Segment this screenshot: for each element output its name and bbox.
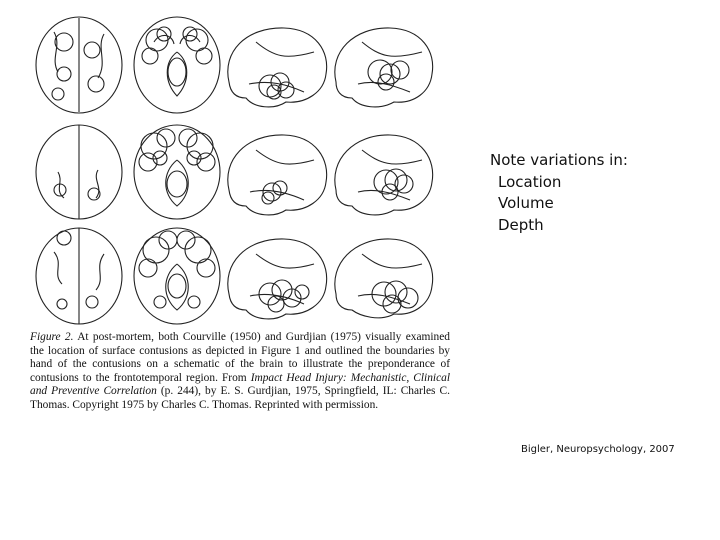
brain-superior-view-1	[36, 17, 122, 113]
caption-text-part-1: At post-mortem, both Courville (1950) and Gurdjian (1975) visually examined the location of surface contusions as depicted in Figure 1 and outlined the boundaries by hand of the contusions on a schematic of the brain to illustrate the preponderance of contusions to the frontotemporal region. From	[30, 331, 450, 384]
brain-diagram-grid	[24, 12, 456, 330]
variation-notes	[490, 150, 628, 236]
brain-inferior-view-1	[134, 17, 220, 113]
brain-inferior-view-3	[134, 228, 220, 324]
figure-label: Figure 2.	[30, 331, 74, 343]
caption-text-part-2: (p. 244), by E. S. Gurdjian, 1975, Springfield, IL: Charles C. Thomas. Copyright 1975 by Charles C. Thomas. Reprinted with permission.	[30, 385, 450, 411]
brain-superior-view-3	[36, 228, 122, 324]
brain-lateral-view-1b	[335, 28, 433, 107]
figure-caption	[30, 331, 450, 413]
brain-lateral-view-2a	[228, 135, 327, 215]
brain-superior-view-2	[36, 125, 122, 219]
notes-heading: Note variations in:	[490, 151, 628, 169]
brain-contusion-figure	[24, 12, 456, 330]
note-item-depth: Depth	[498, 215, 544, 234]
brain-lateral-view-1a	[228, 28, 327, 107]
brain-lateral-view-3a	[228, 239, 327, 319]
brain-inferior-view-2	[134, 125, 220, 219]
note-item-volume: Volume	[498, 194, 554, 212]
caption-book-title: Impact Head Injury: Mechanistic, Clinical and Preventive Correlation	[30, 371, 450, 398]
brain-lateral-view-3b	[335, 239, 433, 318]
brain-lateral-view-2b	[335, 135, 433, 215]
source-citation: Bigler, Neuropsychology, 2007	[521, 444, 675, 455]
note-item-location: Location	[498, 172, 562, 191]
